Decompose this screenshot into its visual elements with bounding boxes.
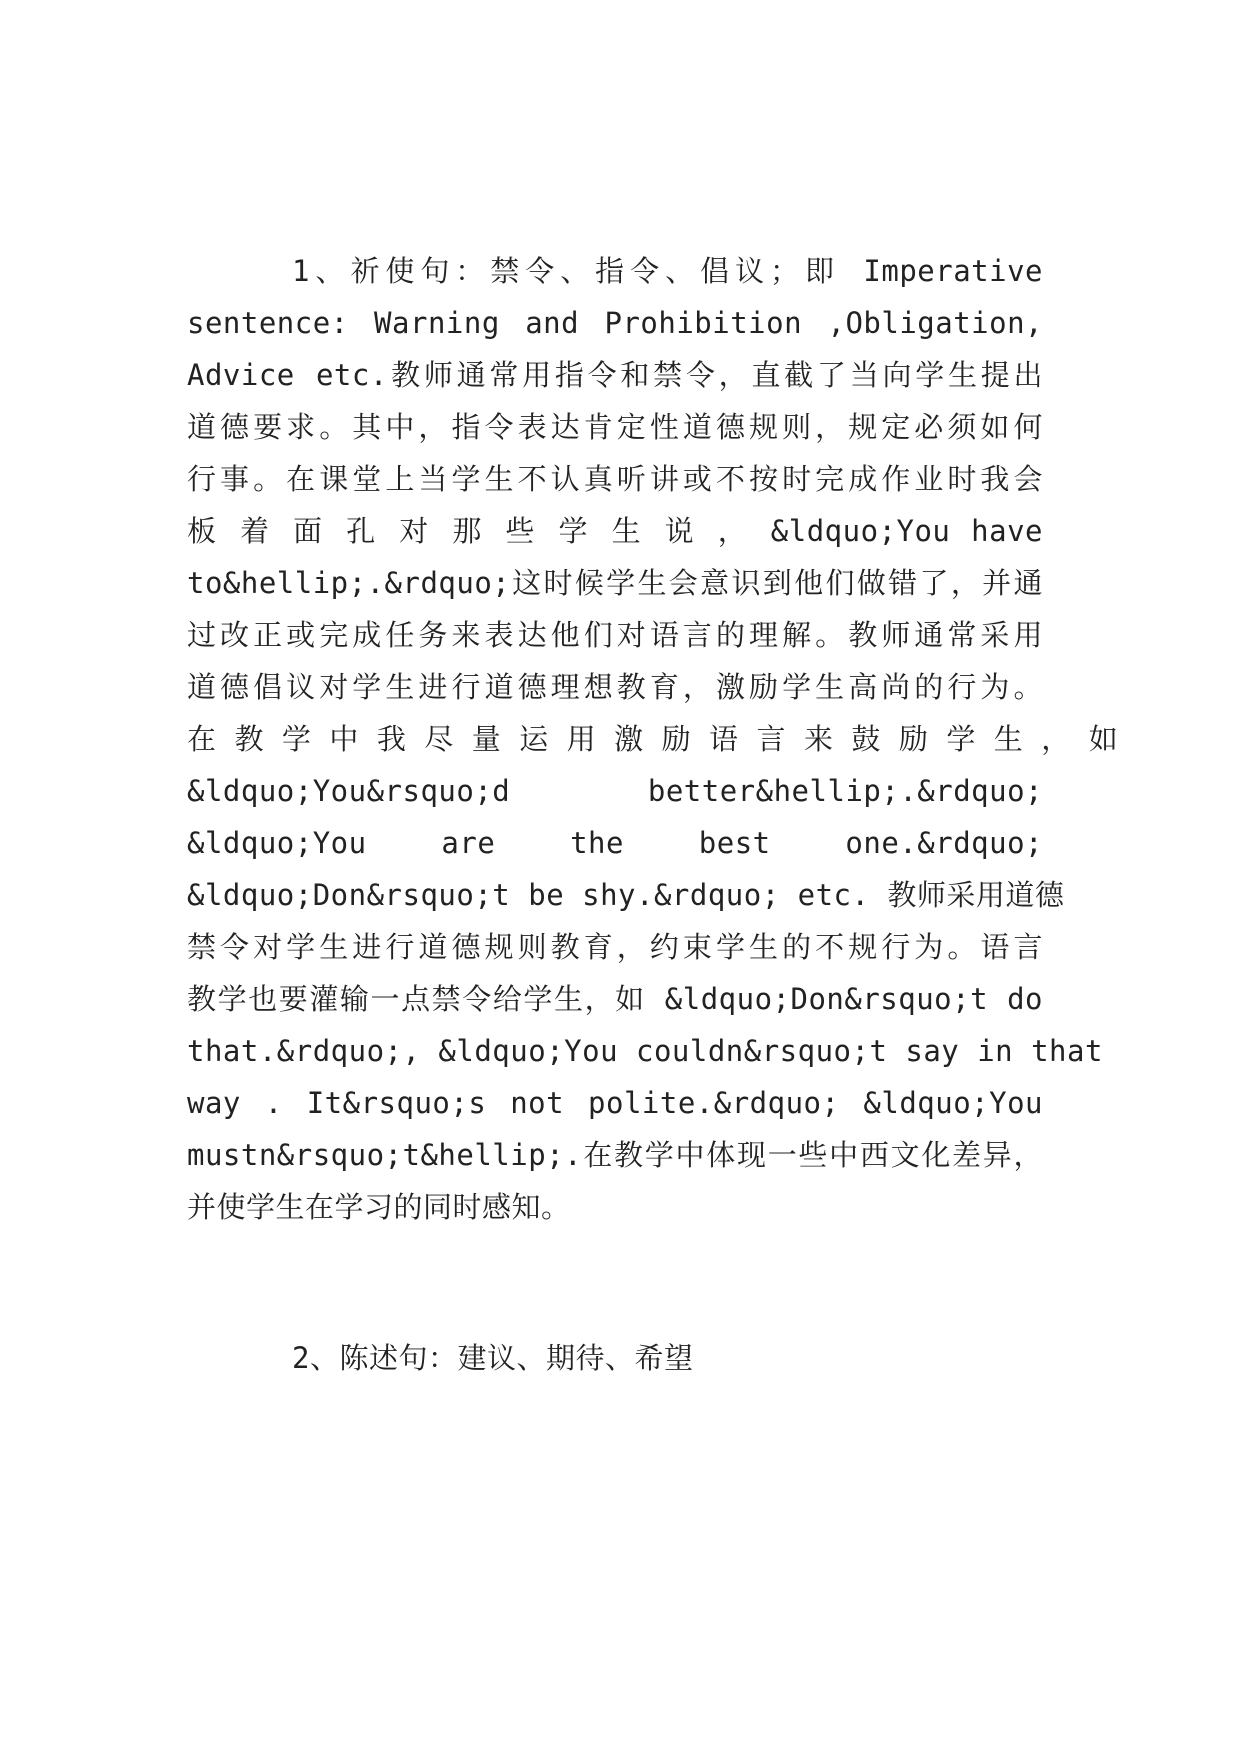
paragraph-line: that.&rdquo;, &ldquo;You couldn&rsquo;t say in that: [187, 1034, 1103, 1068]
paragraph-line: sentence: Warning and Prohibition ,Obligation,: [187, 306, 1043, 340]
paragraph-line: Advice etc.教师通常用指令和禁令，直截了当向学生提出: [187, 358, 1043, 392]
paragraph-line: 行事。在课堂上当学生不认真听讲或不按时完成作业时我会: [187, 462, 1043, 496]
paragraph-line: 2、陈述句：建议、期待、希望: [292, 1341, 694, 1375]
paragraph-line: &ldquo;You&rsquo;d better&hellip;.&rdquo;: [187, 774, 1043, 808]
paragraph-line: 并使学生在学习的同时感知。: [187, 1190, 571, 1224]
paragraph-line: 道德倡议对学生进行道德理想教育，激励学生高尚的行为。: [187, 670, 1043, 704]
paragraph-line: &ldquo;Don&rsquo;t be shy.&rdquo; etc. 教师采用道德: [187, 878, 1065, 912]
paragraph-line: way . It&rsquo;s not polite.&rdquo; &ldquo;You: [187, 1086, 1043, 1120]
paragraph-line: 板 着 面 孔 对 那 些 学 生 说 ， &ldquo;You have: [187, 514, 1043, 548]
paragraph-line: 教学也要灌输一点禁令给学生，如 &ldquo;Don&rsquo;t do: [187, 982, 1043, 1016]
paragraph-line: &ldquo;You are the best one.&rdquo;: [187, 826, 1043, 860]
paragraph-line: 禁令对学生进行道德规则教育，约束学生的不规行为。语言: [187, 930, 1043, 964]
paragraph-line: 过改正或完成任务来表达他们对语言的理解。教师通常采用: [187, 618, 1043, 652]
paragraph-line: 1、祈使句：禁令、指令、倡议；即 Imperative: [292, 254, 1043, 288]
paragraph-line: 在 教 学 中 我 尽 量 运 用 激 励 语 言 来 鼓 励 学 生 ， 如: [187, 722, 1119, 756]
paragraph-line: 道德要求。其中，指令表达肯定性道德规则，规定必须如何: [187, 410, 1043, 444]
paragraph-line: to&hellip;.&rdquo;这时候学生会意识到他们做错了，并通: [187, 566, 1043, 600]
paragraph-line: mustn&rsquo;t&hellip;.在教学中体现一些中西文化差异，: [187, 1138, 1043, 1172]
